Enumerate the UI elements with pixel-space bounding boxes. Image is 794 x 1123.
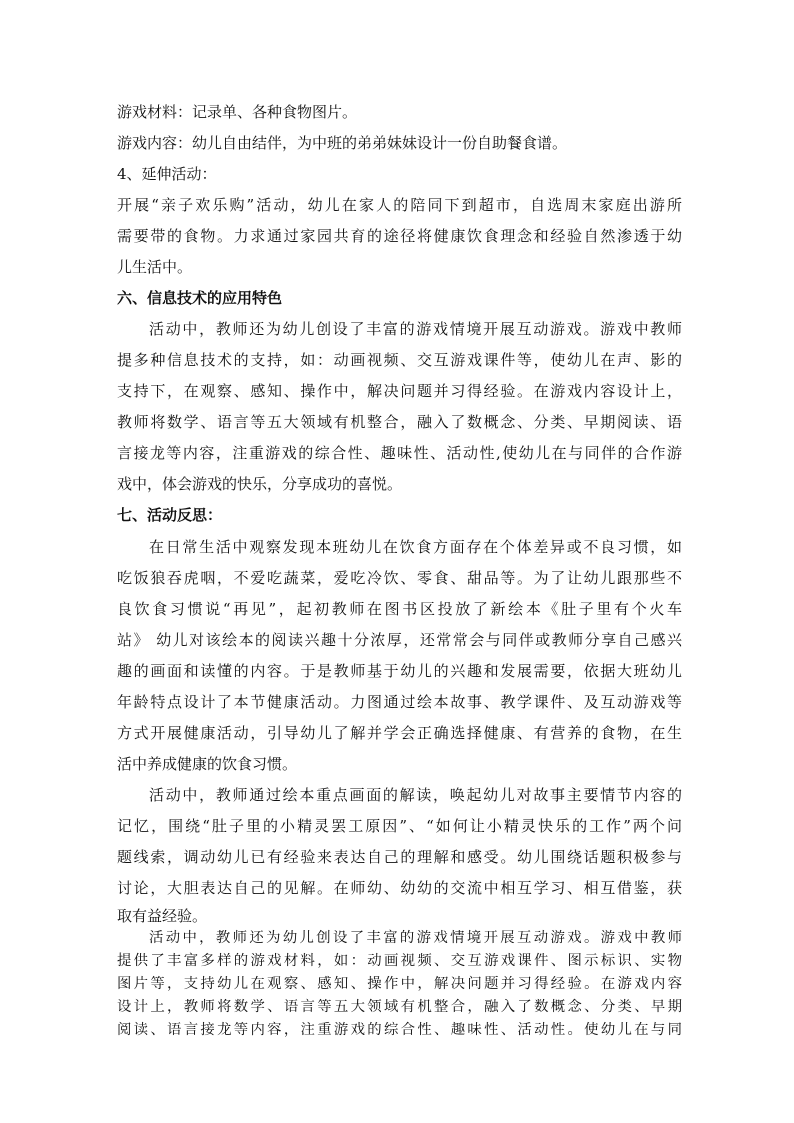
extension-text-line: 开展“亲子欢乐购”活动，幼儿在家人的陪同下到超市，自选周末家庭出游所: [117, 196, 682, 214]
extension-text-line: 儿生活中。: [117, 258, 193, 276]
paragraph-line: 良饮食习惯说“再见”，起初教师在图书区投放了新绘本《肚子里有个火车: [117, 600, 682, 618]
game-content-line: 游戏内容：幼儿自由结伴，为中班的弟弟妹妹设计一份自助餐食谱。: [117, 134, 568, 152]
game-materials-line: 游戏材料：记录单、各种食物图片。: [117, 103, 358, 121]
paragraph-line: 方式开展健康活动，引导幼儿了解并学会正确选择健康、有营养的食物，在生: [117, 724, 682, 742]
extension-activity-label: 4、延伸活动：: [117, 165, 217, 183]
paragraph-line: 设计上，教师将数学、语言等五大领域有机整合，融入了数概念、分类、早期: [117, 999, 682, 1015]
paragraph-line: 提供了丰富多样的游戏材料，如：动画视频、交互游戏课件、图示标识、实物: [117, 953, 682, 969]
paragraph-line: 活动中，教师还为幼儿创设了丰富的游戏情境开展互动游戏。游戏中教师: [149, 320, 682, 338]
paragraph-line: 题线索，调动幼儿已有经验来表达自己的理解和感受。幼儿围绕话题积极参与: [117, 848, 682, 866]
extension-text-line: 需要带的食物。力求通过家园共育的途径将健康饮食理念和经验自然渗透于幼: [117, 227, 682, 245]
paragraph-line: 讨论，大胆表达自己的见解。在师幼、幼幼的交流中相互学习、相互借鉴，获: [117, 879, 682, 897]
paragraph-line: 取有益经验。: [117, 907, 208, 925]
paragraph-line: 站》 幼儿对该绘本的阅读兴趣十分浓厚，还常常会与同伴或教师分享自己感兴: [117, 631, 682, 649]
paragraph-line: 图片等，支持幼儿在观察、感知、操作中，解决问题并习得经验。在游戏内容: [117, 976, 682, 992]
paragraph-line: 活动中，教师还为幼儿创设了丰富的游戏情境开展互动游戏。游戏中教师: [149, 930, 682, 946]
paragraph-line: 在日常生活中观察发现本班幼儿在饮食方面存在个体差异或不良习惯，如: [149, 538, 682, 556]
paragraph-line: 记忆，围绕“肚子里的小精灵罢工原因”、“如何让小精灵快乐的工作”两个问: [117, 817, 682, 835]
paragraph-line: 戏中，体会游戏的快乐，分享成功的喜悦。: [117, 475, 403, 493]
paragraph-line: 支持下，在观察、感知、操作中，解决问题并习得经验。在游戏内容设计上，: [117, 382, 682, 400]
section-heading: 七、活动反思：: [117, 506, 223, 524]
paragraph-line: 阅读、语言接龙等内容，注重游戏的综合性、趣味性、活动性。使幼儿在与同: [117, 1022, 682, 1038]
paragraph-line: 年龄特点设计了本节健康活动。力图通过绘本故事、教学课件、及互动游戏等: [117, 693, 682, 711]
section-heading: 六、信息技术的应用特色: [117, 289, 283, 307]
paragraph-line: 趣的画面和读懂的内容。于是教师基于幼儿的兴趣和发展需要，依据大班幼儿: [117, 662, 682, 680]
paragraph-line: 活中养成健康的饮食习惯。: [117, 755, 298, 773]
paragraph-line: 提多种信息技术的支持，如：动画视频、交互游戏课件等，使幼儿在声、影的: [117, 351, 682, 369]
paragraph-line: 言接龙等内容，注重游戏的综合性、趣味性、活动性,使幼儿在与同伴的合作游: [117, 444, 682, 462]
paragraph-line: 吃饭狼吞虎咽，不爱吃蔬菜，爱吃冷饮、零食、甜品等。为了让幼儿跟那些不: [117, 569, 682, 587]
paragraph-line: 教师将数学、语言等五大领域有机整合，融入了数概念、分类、早期阅读、语: [117, 413, 682, 431]
paragraph-line: 活动中，教师通过绘本重点画面的解读，唤起幼儿对故事主要情节内容的: [149, 786, 682, 804]
